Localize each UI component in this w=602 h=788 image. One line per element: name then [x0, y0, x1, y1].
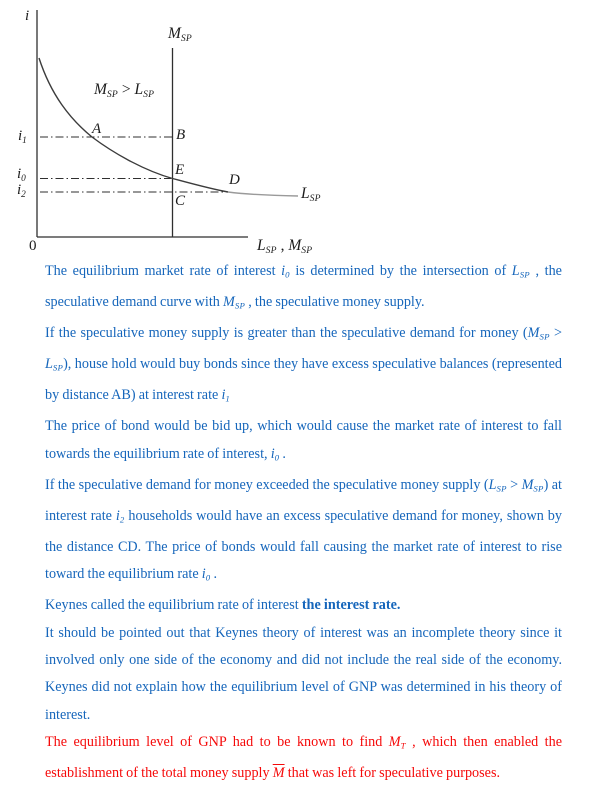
point-e-label: E: [175, 162, 185, 178]
rate-i2-label: i2: [17, 182, 27, 200]
rate-i0-label: i0: [17, 166, 27, 184]
point-d-label: D: [229, 172, 240, 188]
rate-i1-label: i1: [18, 128, 28, 146]
x-axis-label: LSP , MSP: [257, 237, 313, 256]
point-c-label: C: [175, 193, 186, 209]
paragraph-keynes-interest-rate: Keynes called the equilibrium rate of interest the interest rate.: [45, 597, 401, 614]
y-axis-label: i: [25, 8, 30, 24]
paragraph-incomplete-theory: It should be pointed out that Keynes theory of interest was an incomplete theory since it involved only one side of the economy and did not include the real side of the economy. Keynes did not explain how the equilibrium level of GNP was determined in his theory of interest.: [45, 624, 562, 723]
lsp-demand-curve-tail: [228, 192, 298, 196]
demand-curve-label: LSP: [301, 185, 321, 204]
point-a-label: A: [92, 121, 102, 137]
paragraph-gnp-note-red: The equilibrium level of GNP had to be known to find MT , which then enabled the establishment of the total money supply $\overline{M}$ that was left for speculative purposes.: [45, 734, 562, 782]
origin-label: 0: [29, 238, 37, 254]
paragraph-excess-supply: If the speculative money supply is greater than the speculative demand for money (MSP > LSP), house hold would buy bonds since they have excess speculative balances (represented by distance AB) at interest rate i1: [45, 325, 562, 404]
lsp-demand-curve: [39, 58, 228, 192]
region-label-msp-gt-lsp: MSP > LSP: [94, 81, 155, 100]
paragraph-bond-price-bid-up: The price of bond would be bid up, which would cause the market rate of interest to fall towards the equilibrium rate of interest, i0 .: [45, 418, 562, 463]
paragraph-excess-demand: If the speculative demand for money exceeded the speculative money supply (LSP > MSP) at interest rate i2 households would have an excess speculative demand for money, shown by the distance CD. The price of bonds would fall causing the market rate of interest to rise toward the equilibrium rate i0 .: [45, 476, 562, 583]
body-text: [45, 258, 562, 788]
liquidity-preference-diagram: [0, 0, 602, 258]
point-b-label: B: [176, 127, 186, 143]
money-supply-label: MSP: [168, 25, 192, 44]
diagram-canvas: [0, 0, 602, 258]
paragraph-equilibrium-intro: The equilibrium market rate of interest i0 is determined by the intersection of LSP , the speculative demand curve with MSP , the speculative money supply.: [45, 263, 562, 311]
